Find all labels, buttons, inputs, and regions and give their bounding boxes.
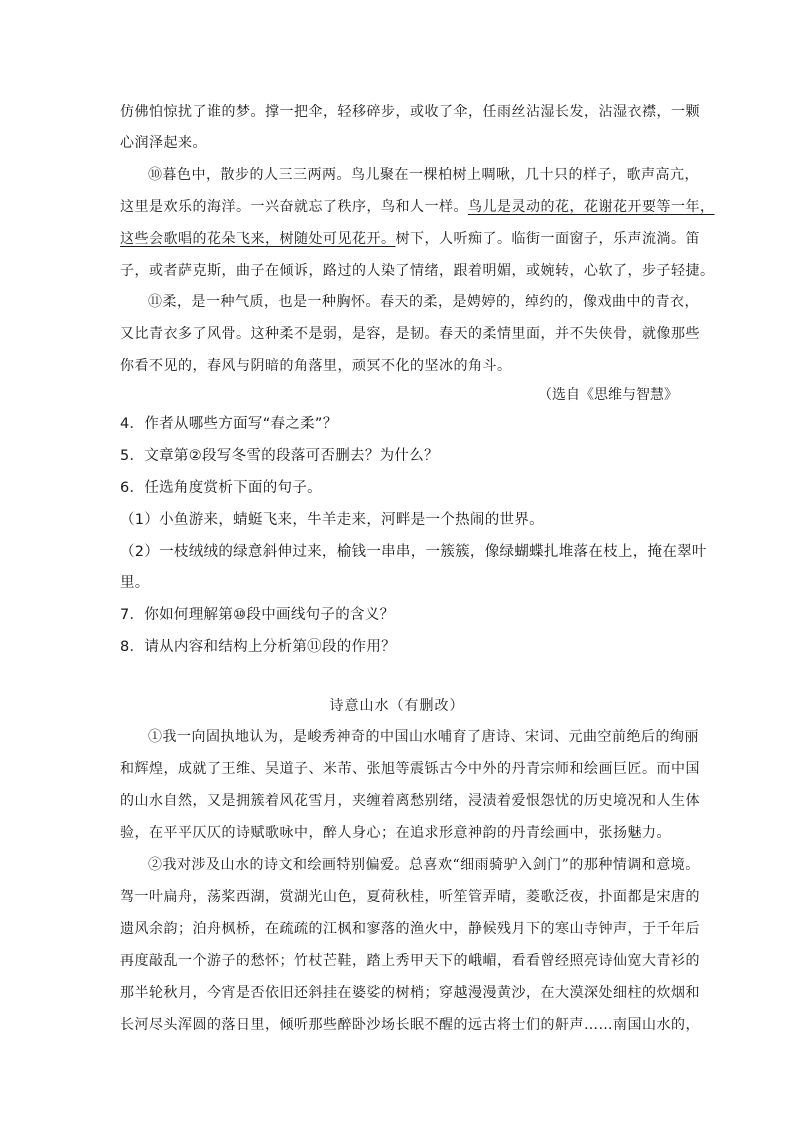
question-5: 5．文章第②段写冬雪的段落可否删去？为什么？ xyxy=(120,448,439,464)
question-7: 7．你如何理解第⑩段中画线句子的含义？ xyxy=(120,607,395,623)
passage2-title: 诗意山水（有删改） xyxy=(329,698,465,714)
passage1-paragraph-10-line-3 xyxy=(120,229,700,249)
passage1-paragraph-10-line-4: 子，或者萨克斯，曲子在倾诉，路过的人染了情绪，跟着明媚，或婉转，心软了，步子轻捷。 xyxy=(120,263,715,279)
question-6: 6．任选角度赏析下面的句子。 xyxy=(120,480,322,496)
source-citation: （选自《思维与智慧》 xyxy=(538,387,678,403)
passage1-paragraph-11-line-2: 又比青衣多了风骨。这种柔不是弱，是容，是韧。春天的柔情里面，并不失侠骨，就像那些 xyxy=(120,326,700,342)
underlined-sentence-part-1: 鸟儿是灵动的花，花谢花开要等一年， xyxy=(468,199,715,215)
passage2-line-7: 遗风余韵；泊舟枫桥，在疏疏的江枫和寥落的渔火中，静候残月下的寒山寺钟声，于千年后 xyxy=(120,921,700,937)
passage1-paragraph-10-line-1: ⑩暮色中，散步的人三三两两。鸟儿聚在一棵柏树上啁啾，几十只的样子，歌声高亢， xyxy=(148,167,699,183)
passage1-paragraph-11-line-1: ⑪柔，是一种气质，也是一种胸怀。春天的柔，是娉婷的，绰约的，像戏曲中的青衣， xyxy=(148,294,699,310)
passage1-line-2: 心润泽起来。 xyxy=(120,135,207,151)
passage2-line-5: ②我对涉及山水的诗文和绘画特别偏爱。总喜欢“细雨骑驴入剑门”的那种情调和意境。 xyxy=(148,857,700,873)
passage2-line-6: 驾一叶扁舟，荡桨西湖，赏湖光山色，夏荷秋桂，听笙管弄晴，菱歌泛夜，扑面都是宋唐的 xyxy=(120,889,700,905)
passage2-line-8: 再度敲乱一个游子的愁怀；竹杖芒鞋，踏上秀甲天下的峨嵋，看看曾经照亮诗仙宽大青衫的 xyxy=(120,953,700,969)
question-6-sentence-2: （2）一枝绒绒的绿意斜伸过来，榆钱一串串，一簇簇，像绿蝴蝶扎堆落在枝上，掩在翠叶 xyxy=(120,544,707,560)
question-6-sentence-1: （1）小鱼游来，蜻蜓飞来，牛羊走来，河畔是一个热闹的世界。 xyxy=(120,512,544,528)
passage2-line-9: 那半轮秋月，今宵是否依旧还斜挂在婆娑的树梢；穿越漫漫黄沙，在大漠深处细柱的炊烟和 xyxy=(120,985,700,1001)
passage1-line-1: 仿佛怕惊扰了谁的梦。撑一把伞，轻移碎步，或收了伞，任雨丝沾湿长发，沾湿衣襟，一颗 xyxy=(120,104,700,120)
question-4: 4．作者从哪些方面写“春之柔”？ xyxy=(120,416,338,432)
passage2-line-3: 的山水自然，又是拥簇着风花雪月，夹缠着离愁别绪，浸渍着爱恨怨忧的历史境况和人生体 xyxy=(120,793,700,809)
question-8: 8．请从内容和结构上分析第⑪段的作用？ xyxy=(120,639,396,655)
underlined-sentence-part-2: 这些会歌唱的花朵飞来，树随处可见花开。 xyxy=(120,231,396,247)
question-6-sentence-2-cont: 里。 xyxy=(120,575,150,591)
passage2-line-2: 和辉煌，成就了王维、吴道子、米芾、张旭等震铄古今中外的丹青宗师和绘画巨匠。而中国 xyxy=(120,761,700,777)
passage1-paragraph-10-line-2 xyxy=(120,197,715,217)
passage2-line-4: 验，在平平仄仄的诗赋歌咏中，醉人身心；在追求形意神韵的丹青绘画中，张扬魅力。 xyxy=(120,825,671,841)
passage1-paragraph-11-line-3: 你看不见的，春风与阴暗的角落里，顽冥不化的坚冰的角斗。 xyxy=(120,358,512,374)
plain-text: 树下，人听痴了。临街一面窗子，乐声流淌。笛 xyxy=(395,231,700,247)
passage2-line-10: 长河尽头浑圆的落日里，倾听那些醉卧沙场长眠不醒的远古将士们的鼾声……南国山水的， xyxy=(120,1017,700,1033)
plain-text: 这里是欢乐的海洋。一兴奋就忘了秩序，鸟和人一样。 xyxy=(120,199,468,215)
passage2-line-1: ①我一向固执地认为，是峻秀神奇的中国山水哺育了唐诗、宋词、元曲空前绝后的绚丽 xyxy=(148,729,699,745)
